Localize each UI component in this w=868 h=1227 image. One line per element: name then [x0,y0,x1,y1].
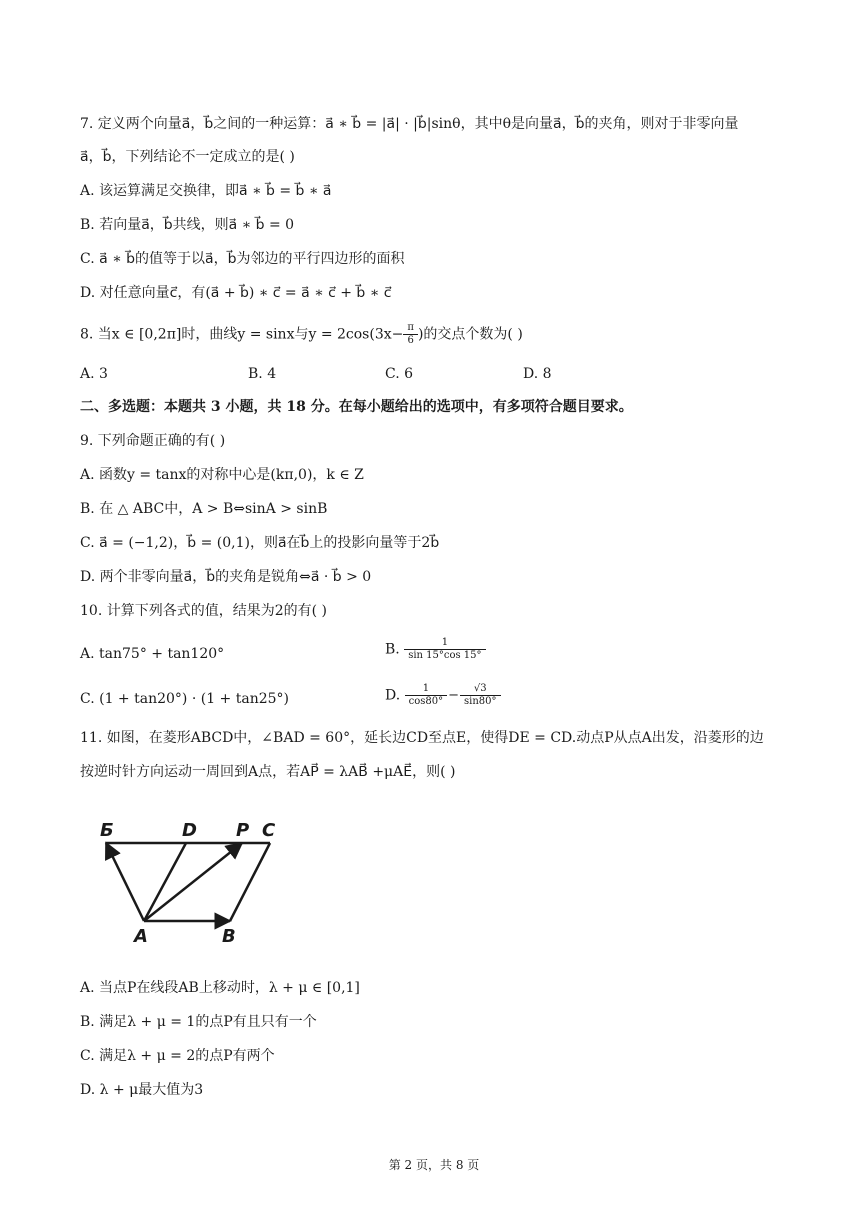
q11-option-a: A. 当点P在线段AB上移动时，λ + μ ∈ [0,1] [80,980,360,996]
q9-option-c: C. a⃗ = (−1,2)，b⃗ = (0,1)，则a⃗在b⃗上的投影向量等于2b⃗ [80,535,440,551]
label-e: Б [100,820,114,841]
q11-stem-line2: 按逆时针方向运动一周回到A点，若AP⃗ = λAB⃗ +μAE⃗，则( ) [80,764,456,780]
segment-bc [230,843,270,921]
q10-d-den2: sin80° [464,696,497,707]
vector-ap [144,843,242,921]
segment-ad [144,843,186,921]
q10-stem: 10. 计算下列各式的值，结果为2的有( ) [80,603,327,619]
q9-stem: 9. 下列命题正确的有( ) [80,433,226,449]
q11-option-d: D. λ + μ最大值为3 [80,1082,204,1098]
q7-stem-line1: 7. 定义两个向量a⃗，b⃗之间的一种运算：a⃗ ∗ b⃗ = |a⃗| · |b⃗|sinθ，其中θ是向量a⃗，b⃗的夹角，则对于非零向量 [80,116,739,132]
q8-option-c: C. 6 [385,366,414,382]
q7-option-c: C. a⃗ ∗ b⃗的值等于以a⃗，b⃗为邻边的平行四边形的面积 [80,251,405,267]
rhombus-figure [96,818,286,948]
q10-option-b [385,637,486,662]
page-footer: 第 2 页，共 8 页 [388,1158,480,1172]
q10-option-d-label: D. [385,687,401,704]
q11-option-c: C. 满足λ + μ = 2的点P有两个 [80,1048,275,1064]
q8-option-d: D. 8 [523,366,552,382]
q8-stem-b: )的交点个数为( ) [417,326,523,343]
vector-ae [106,843,144,921]
q8-frac-den: 6 [407,335,414,346]
q10-d-fraction-1 [405,683,447,708]
q10-option-b-fraction [404,637,485,662]
q10-b-den: sin 15°cos 15° [408,650,482,661]
q10-d-minus: − [448,687,460,703]
q10-b-num: 1 [404,637,485,650]
label-c: C [262,820,276,841]
q7-option-b: B. 若向量a⃗，b⃗共线，则a⃗ ∗ b⃗ = 0 [80,217,295,233]
label-p: P [236,820,250,841]
label-a: A [134,926,148,947]
q8-frac-num: π [403,322,418,335]
q10-d-num1: 1 [405,683,447,696]
q10-option-a: A. tan75° + tan120° [80,646,225,662]
label-d: D [182,820,197,841]
section-heading-multiple-choice: 二、多选题：本题共 3 小题，共 18 分。在每小题给出的选项中，有多项符合题目要求。 [80,399,633,415]
q8-option-b: B. 4 [248,366,277,382]
q10-option-b-label: B. [385,641,400,658]
q11-option-b: B. 满足λ + μ = 1的点P有且只有一个 [80,1014,317,1030]
q10-option-c: C. (1 + tan20°) · (1 + tan25°) [80,691,289,707]
q10-d-fraction-2 [460,683,501,708]
q10-d-den1: cos80° [408,696,444,707]
q7-stem-line2: a⃗，b⃗，下列结论不一定成立的是( ) [80,149,295,165]
q9-option-b: B. 在 △ ABC中，A > B⇔sinA > sinB [80,501,328,517]
q7-option-a: A. 该运算满足交换律，即a⃗ ∗ b⃗ = b⃗ ∗ a⃗ [80,183,332,199]
q9-option-a: A. 函数y = tanx的对称中心是(kπ,0)，k ∈ Z [80,467,364,483]
q10-d-num2: √3 [460,683,501,696]
q8-stem-a: 8. 当x ∈ [0,2π]时，曲线y = sinx与y = 2cos(3x− [80,326,404,343]
q10-option-d [385,683,501,708]
label-b: B [222,926,236,947]
q11-stem-line1: 11. 如图，在菱形ABCD中，∠BAD = 60°，延长边CD至点E，使得DE = CD.动点P从点A出发，沿菱形的边 [80,730,764,746]
q8-option-a: A. 3 [80,366,108,382]
q7-option-d: D. 对任意向量c⃗，有(a⃗ + b⃗) ∗ c⃗ = a⃗ ∗ c⃗ + b⃗ ∗ c⃗ [80,285,392,301]
q8-fraction [403,322,418,347]
q8-stem [80,322,523,347]
q9-option-d: D. 两个非零向量a⃗，b⃗的夹角是锐角⇔a⃗ · b⃗ > 0 [80,569,372,585]
